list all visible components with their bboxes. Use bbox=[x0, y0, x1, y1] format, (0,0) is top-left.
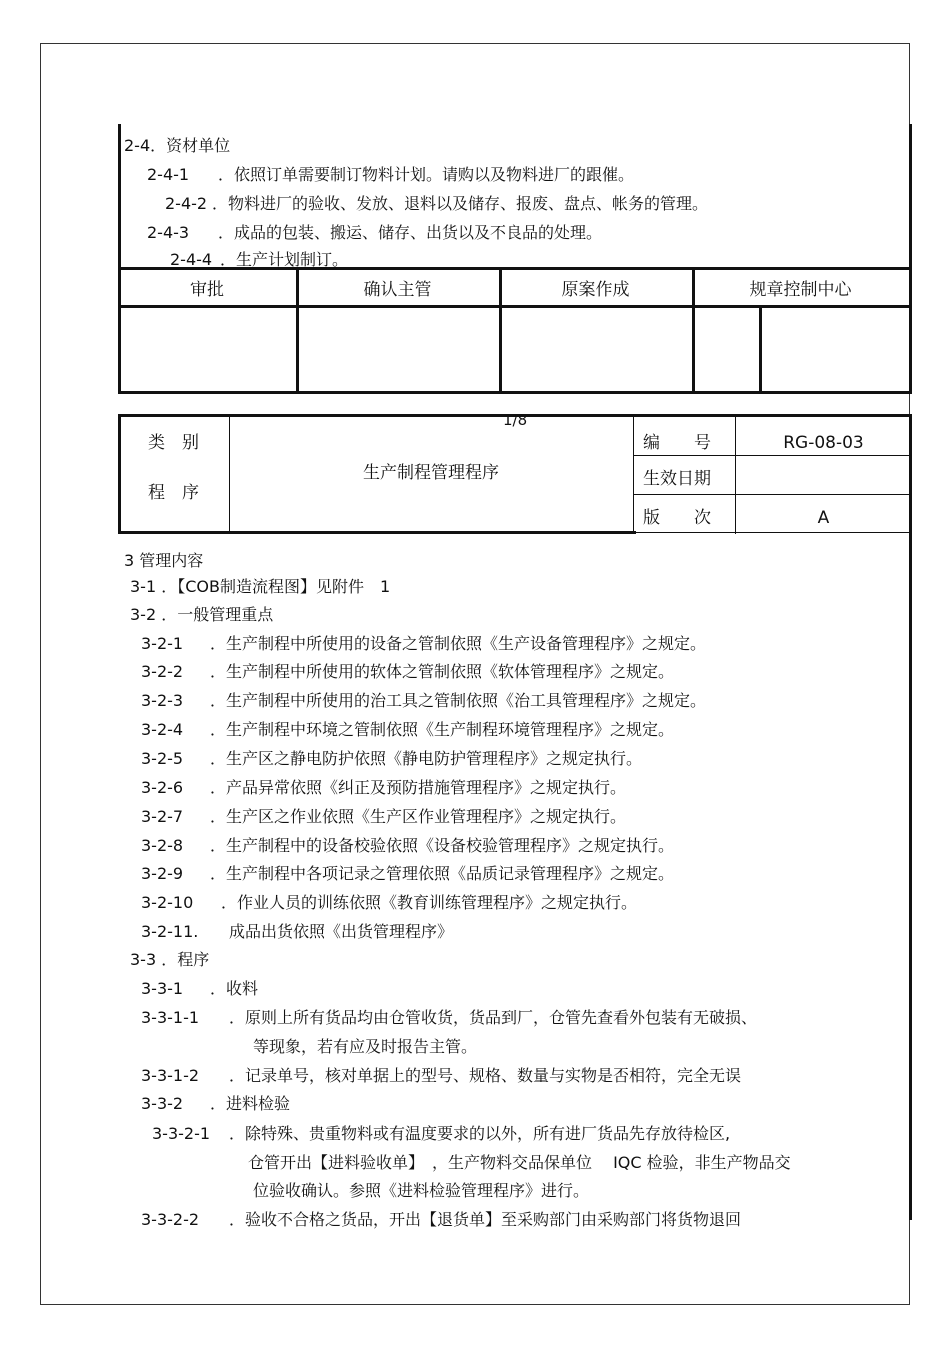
item-text: ．作业人员的训练依照《教育训练管理程序》之规定执行。 bbox=[221, 893, 638, 912]
version-value: A bbox=[817, 508, 830, 528]
approval-header-review: 审批 bbox=[190, 280, 224, 300]
item-number: 3-2-6 bbox=[141, 778, 184, 797]
item-text: ．收料 bbox=[210, 979, 259, 998]
code-label: 编 号 bbox=[643, 433, 711, 453]
item-number: 3-2-11. bbox=[141, 922, 199, 941]
item-number: 3-2-8 bbox=[141, 836, 184, 855]
item-text: ．原则上所有货品均由仓管收货，货品到厂，仓管先查看外包装有无破损、 bbox=[229, 1008, 758, 1027]
table-rule bbox=[633, 494, 912, 495]
item-number: 3-2-10 bbox=[141, 893, 194, 912]
item-number: 3-2-4 bbox=[141, 720, 184, 739]
section-3-2-heading: 3-2 ．一般管理重点 bbox=[130, 605, 274, 624]
approval-header-control-center: 规章控制中心 bbox=[749, 280, 852, 300]
item-text-continued: 等现象，若有应及时报告主管。 bbox=[253, 1037, 478, 1056]
item-text: ．生产制程中所使用的软体之管制依照《软体管理程序》之规定。 bbox=[210, 662, 675, 681]
item-text: ．物料进厂的验收、发放、退料以及储存、报废、盘点、帐务的管理。 bbox=[212, 194, 709, 213]
procedure-label: 程 序 bbox=[148, 483, 199, 503]
item-number: 3-2-5 bbox=[141, 749, 184, 768]
section-3-3-heading: 3-3 ．程序 bbox=[130, 950, 210, 969]
table-rule bbox=[118, 391, 912, 394]
top-left-border bbox=[118, 124, 121, 268]
top-right-border bbox=[909, 124, 912, 268]
section-2-4-heading: 2-4．资材单位 bbox=[124, 136, 231, 155]
clipped-line-wrapper bbox=[120, 250, 900, 267]
item-text: ．成品的包装、搬运、储存、出货以及不良品的处理。 bbox=[218, 223, 603, 242]
item-number: 2-4-2 bbox=[165, 194, 208, 213]
item-text: 成品出货依照《出货管理程序》 bbox=[229, 922, 454, 941]
item-text: ．验收不合格之货品，开出【退货单】至采购部门由采购部门将货物退回 bbox=[229, 1210, 742, 1229]
item-number: 3-2-7 bbox=[141, 807, 184, 826]
table-rule bbox=[633, 414, 634, 534]
item-text: ．生产制程中所使用的治工具之管制依照《治工具管理程序》之规定。 bbox=[210, 691, 707, 710]
page-number: 1/8 bbox=[503, 411, 528, 429]
table-rule bbox=[909, 267, 912, 394]
content-right-border bbox=[909, 536, 912, 1220]
item-number: 3-3-2-1 bbox=[152, 1124, 211, 1143]
category-label: 类 别 bbox=[148, 433, 199, 453]
item-text: ．生产制程中各项记录之管理依照《品质记录管理程序》之规定。 bbox=[210, 864, 675, 883]
item-text: ．生产制程中的设备校验依照《设备校验管理程序》之规定执行。 bbox=[210, 836, 675, 855]
item-number: 3-3-1 bbox=[141, 979, 184, 998]
effective-date-label: 生效日期 bbox=[643, 469, 711, 489]
item-number: 3-2-1 bbox=[141, 634, 184, 653]
version-label: 版 次 bbox=[643, 508, 711, 528]
item-number: 3-2-3 bbox=[141, 691, 184, 710]
item-text: ．生产制程中所使用的设备之管制依照《生产设备管理程序》之规定。 bbox=[210, 634, 707, 653]
item-text: ．产品异常依照《纠正及预防措施管理程序》之规定执行。 bbox=[210, 778, 627, 797]
item-text-continued: 位验收确认。参照《进料检验管理程序》进行。 bbox=[253, 1181, 590, 1200]
table-rule bbox=[118, 531, 636, 534]
item-text-continued: 仓管开出【进料验收单】 ，生产物料交品保单位 IQC 检验，非生产物品交 bbox=[248, 1153, 791, 1172]
table-rule bbox=[759, 305, 762, 394]
code-value: RG-08-03 bbox=[783, 433, 864, 453]
item-text: ．进料检验 bbox=[210, 1094, 291, 1113]
item-text: ．生产制程中环境之管制依照《生产制程环境管理程序》之规定。 bbox=[210, 720, 675, 739]
item-text: ．生产区之作业依照《生产区作业管理程序》之规定执行。 bbox=[210, 807, 627, 826]
item-number: 3-3-2 bbox=[141, 1094, 184, 1113]
table-rule bbox=[118, 305, 912, 308]
section-3-heading: 3 管理内容 bbox=[124, 551, 204, 570]
item-text: ．依照订单需要制订物料计划。请购以及物料进厂的跟催。 bbox=[218, 165, 635, 184]
approval-header-supervisor: 确认主管 bbox=[363, 280, 432, 300]
section-3-1: 3-1 ．【COB制造流程图】见附件 1 bbox=[130, 577, 391, 596]
item-text: ．记录单号，核对单据上的型号、规格、数量与实物是否相符，完全无误 bbox=[229, 1066, 742, 1085]
item-number: 3-2-2 bbox=[141, 662, 184, 681]
item-number: 3-3-1-2 bbox=[141, 1066, 200, 1085]
document-header-table bbox=[118, 414, 912, 536]
item-number: 3-3-1-1 bbox=[141, 1008, 200, 1027]
item-text: ．生产计划制订。 bbox=[220, 250, 349, 267]
item-text: ．除特殊、贵重物料或有温度要求的以外，所有进厂货品先存放待检区, bbox=[229, 1124, 731, 1143]
item-number: 2-4-4 bbox=[170, 250, 213, 267]
item-number: 2-4-3 bbox=[147, 223, 190, 242]
approval-table bbox=[118, 267, 912, 394]
item-number: 2-4-1 bbox=[147, 165, 190, 184]
item-number: 3-3-2-2 bbox=[141, 1210, 200, 1229]
approval-header-author: 原案作成 bbox=[561, 280, 630, 300]
table-rule bbox=[118, 267, 912, 270]
table-rule bbox=[633, 455, 912, 456]
item-number: 3-2-9 bbox=[141, 864, 184, 883]
item-text: ．生产区之静电防护依照《静电防护管理程序》之规定执行。 bbox=[210, 749, 643, 768]
table-rule bbox=[633, 532, 912, 533]
document-title: 生产制程管理程序 bbox=[363, 463, 499, 483]
